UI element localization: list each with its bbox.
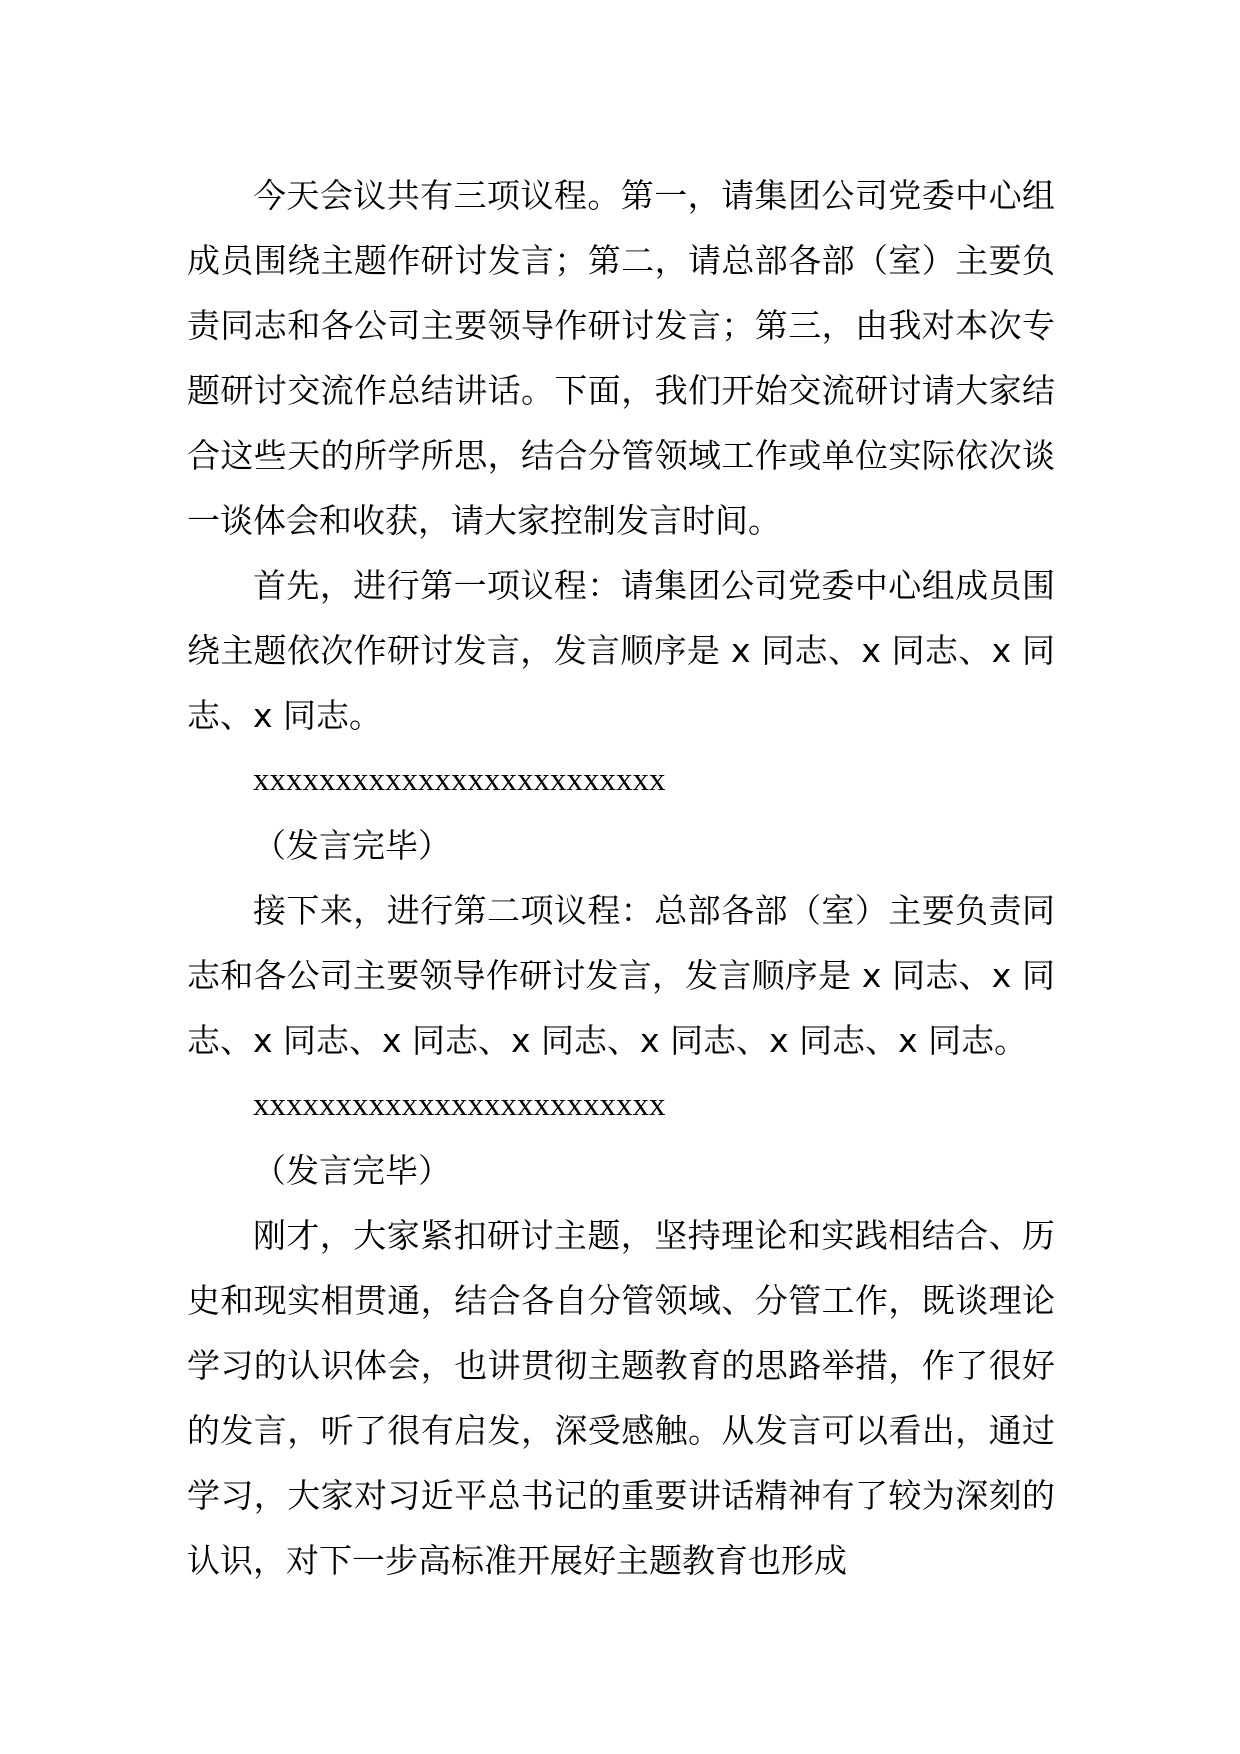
paragraph-placeholder-2: xxxxxxxxxxxxxxxxxxxxxxxxx: [253, 1087, 666, 1123]
paragraph-first-agenda-item: 首先，进行第一项议程：请集团公司党委中心组成员围绕主题依次作研讨发言，发言顺序是 x 同志、x 同志、x 同志、x 同志。: [187, 566, 1055, 735]
paragraph-agenda-intro: 今天会议共有三项议程。第一，请集团公司党委中心组成员围绕主题作研讨发言；第二，请总部各部（室）主要负责同志和各公司主要领导作研讨发言；第三，由我对本次专题研讨交流作总结讲话。下面，我们开始交流研讨请大家结合这些天的所学所思，结合分管领域工作或单位实际依次谈一谈体会和收获，请大家控制发言时间。: [187, 176, 1055, 540]
document-body: [187, 163, 1055, 1593]
paragraph-placeholder-1: xxxxxxxxxxxxxxxxxxxxxxxxx: [253, 762, 666, 798]
paragraph-speech-finished-1: （发言完毕）: [253, 826, 451, 865]
paragraph-summary: 刚才，大家紧扣研讨主题，坚持理论和实践相结合、历史和现实相贯通，结合各自分管领域、分管工作，既谈理论学习的认识体会，也讲贯彻主题教育的思路举措，作了很好的发言，听了很有启发，深受感触。从发言可以看出，通过学习，大家对习近平总书记的重要讲话精神有了较为深刻的认识，对下一步高标准开展好主题教育也形成: [187, 1216, 1055, 1580]
paragraph-second-agenda-item: 接下来，进行第二项议程：总部各部（室）主要负责同志和各公司主要领导作研讨发言，发言顺序是 x 同志、x 同志、x 同志、x 同志、x 同志、x 同志、x 同志、x 同志。: [187, 891, 1055, 1060]
paragraph-speech-finished-2: （发言完毕）: [253, 1151, 451, 1190]
